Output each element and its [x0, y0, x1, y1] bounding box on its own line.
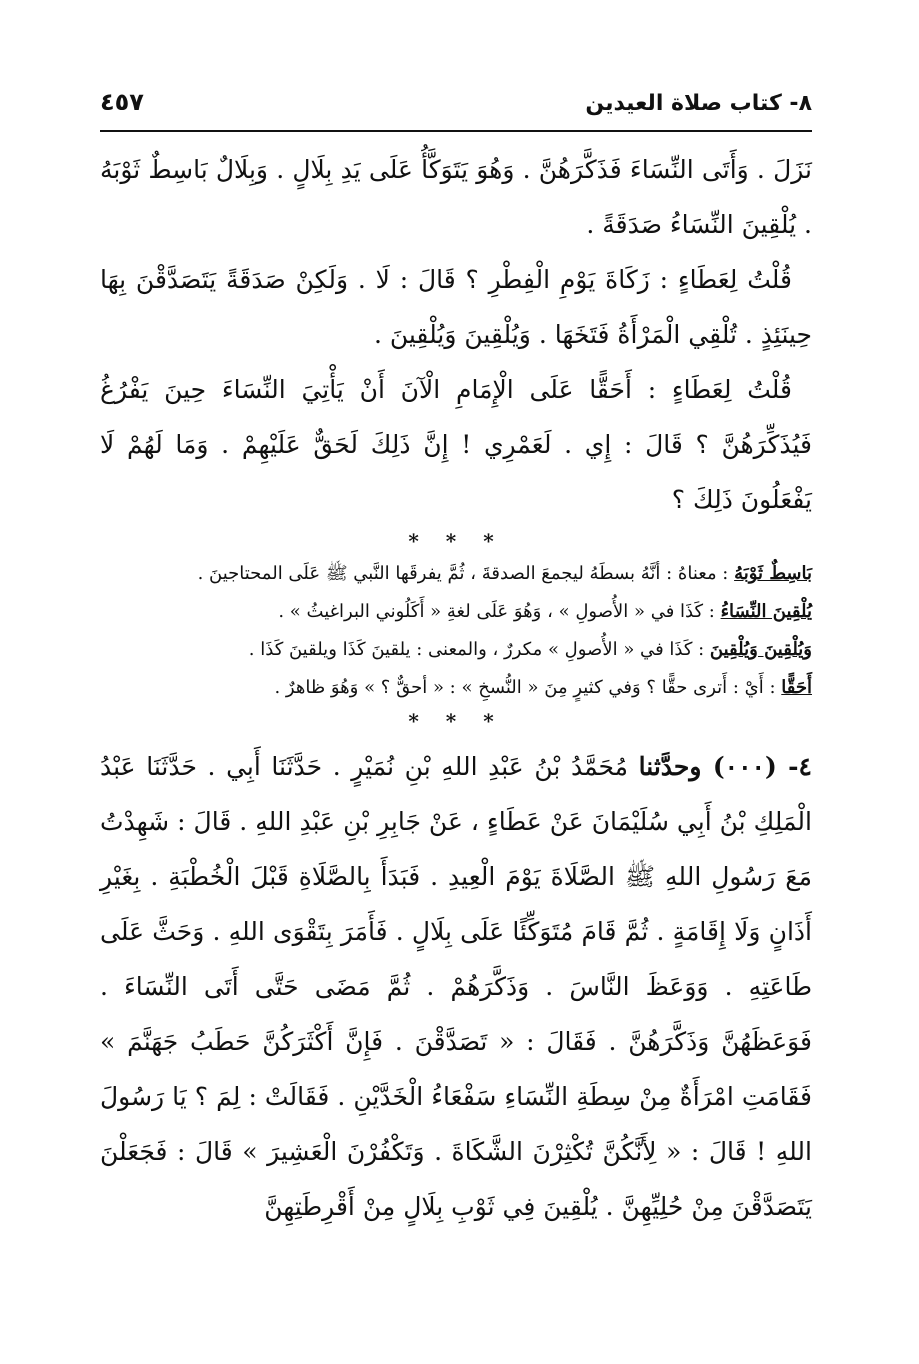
page-header	[100, 88, 812, 128]
glossary-term: بَاسِطٌ ثَوْبَهُ	[734, 563, 812, 584]
glossary-term: يُلْقِينَ النِّسَاءُ	[720, 601, 812, 622]
hadith-lead: وحدَّثنا	[638, 752, 713, 781]
section-separator: * * *	[408, 709, 504, 733]
glossary-text: : كَذَا في « الأُصولِ » مكررٌ ، والمعنى : يلقينَ كَذَا ويلقينَ كَذَا .	[248, 639, 710, 660]
glossary-note	[100, 593, 812, 631]
main-paragraph: نَزَلَ . وَأَتَى النِّسَاءَ فَذَكَّرَهُنَّ . وَهُوَ يَتَوَكَّأُ عَلَى يَدِ بِلَالٍ . وَبِلَالٌ بَاسِطٌ ثَوْبَهُ . يُلْقِينَ النِّسَاءُ صَدَقَةً .	[100, 155, 812, 239]
glossary-notes	[100, 555, 812, 707]
glossary-note	[100, 555, 812, 593]
header-rule	[100, 130, 812, 132]
glossary-text: : معناهُ : أنَّهُ بسطَهُ ليجمعَ الصدقةَ ، ثُمَّ يفرقَها النَّبي ﷺ عَلَى المحتاجينَ .	[197, 563, 735, 584]
page-number: ٤٥٧	[100, 88, 144, 116]
section-separator: * * *	[408, 529, 504, 553]
main-paragraph: قُلْتُ لِعَطَاءٍ : أَحَقًّا عَلَى الْإِمَامِ الْآنَ أَنْ يَأْتِيَ النِّسَاءَ حِينَ يَفْرُغُ فَيُذَكِّرَهُنَّ ؟ قَالَ : إِي . لَعَمْرِي ! إِنَّ ذَلِكَ لَحَقٌّ عَلَيْهِمْ . وَمَا لَهُمْ لَا يَفْعَلُونَ ذَلِكَ ؟	[100, 375, 812, 514]
main-paragraph: قُلْتُ لِعَطَاءٍ : زَكَاةَ يَوْمِ الْفِطْرِ ؟ قَالَ : لَا . وَلَكِنْ صَدَقَةً يَتَصَدَّقْنَ بِهَا حِينَئِذٍ . تُلْقِي الْمَرْأَةُ فَتَخَهَا . وَيُلْقِينَ وَيُلْقِينَ .	[100, 265, 812, 349]
glossary-text: : كَذَا في « الأُصولِ » ، وَهُوَ عَلَى لغةِ « أَكَلُوني البراغيثُ » .	[278, 601, 721, 622]
chapter-title: ٨- كتاب صلاة العيدين	[585, 91, 812, 116]
book-page	[100, 88, 812, 1234]
glossary-note	[100, 631, 812, 669]
hadith-paragraph	[100, 739, 812, 1234]
glossary-text: : أَيْ : أَترى حقًّا ؟ وَفي كثيرٍ مِنَ « النُّسخِ » : « أحقٌّ ؟ » وَهُوَ ظاهرٌ .	[274, 677, 782, 698]
hadith-text: مُحَمَّدُ بْنُ عَبْدِ اللهِ بْنِ نُمَيْرٍ . حَدَّثَنَا أَبِي . حَدَّثَنَا عَبْدُ الْمَلِكِ بْنُ أَبِي سُلَيْمَانَ عَنْ عَطَاءٍ ، عَنْ جَابِرِ بْنِ عَبْدِ اللهِ . قَالَ : شَهِدْتُ مَعَ رَسُولِ اللهِ ﷺ الصَّلَاةَ يَوْمَ الْعِيدِ . فَبَدَأَ بِالصَّلَاةِ قَبْلَ الْخُطْبَةِ . بِغَيْرِ أَذَانٍ وَلَا إِقَامَةٍ . ثُمَّ قَامَ مُتَوَكِّئًا عَلَى بِلَالٍ . فَأَمَرَ بِتَقْوَى اللهِ . وَحَثَّ عَلَى طَاعَتِهِ . وَوَعَظَ النَّاسَ . وَذَكَّرَهُمْ . ثُمَّ مَضَى حَتَّى أَتَى النِّسَاءَ . فَوَعَظَهُنَّ وَذَكَّرَهُنَّ . فَقَالَ : « تَصَدَّقْنَ . فَإِنَّ أَكْثَرَكُنَّ حَطَبُ جَهَنَّمَ » فَقَامَتِ امْرَأَةٌ مِنْ سِطَةِ النِّسَاءِ سَفْعَاءُ الْخَدَّيْنِ . فَقَالَتْ : لِمَ ؟ يَا رَسُولَ اللهِ ! قَالَ : « لِأَنَّكُنَّ تُكْثِرْنَ الشَّكَاةَ . وَتَكْفُرْنَ الْعَشِيرَ » قَالَ : فَجَعَلْنَ يَتَصَدَّقْنَ مِنْ حُلِيِّهِنَّ . يُلْقِينَ فِي ثَوْبِ بِلَالٍ مِنْ أَقْرِطَتِهِنَّ	[100, 752, 812, 1221]
glossary-term: وَيُلْقِينَ وَيُلْقِينَ	[709, 639, 812, 660]
glossary-term: أَحَقًّا	[781, 677, 812, 698]
glossary-note	[100, 669, 812, 707]
hadith-number: ٤- (٠٠٠)	[712, 752, 812, 781]
